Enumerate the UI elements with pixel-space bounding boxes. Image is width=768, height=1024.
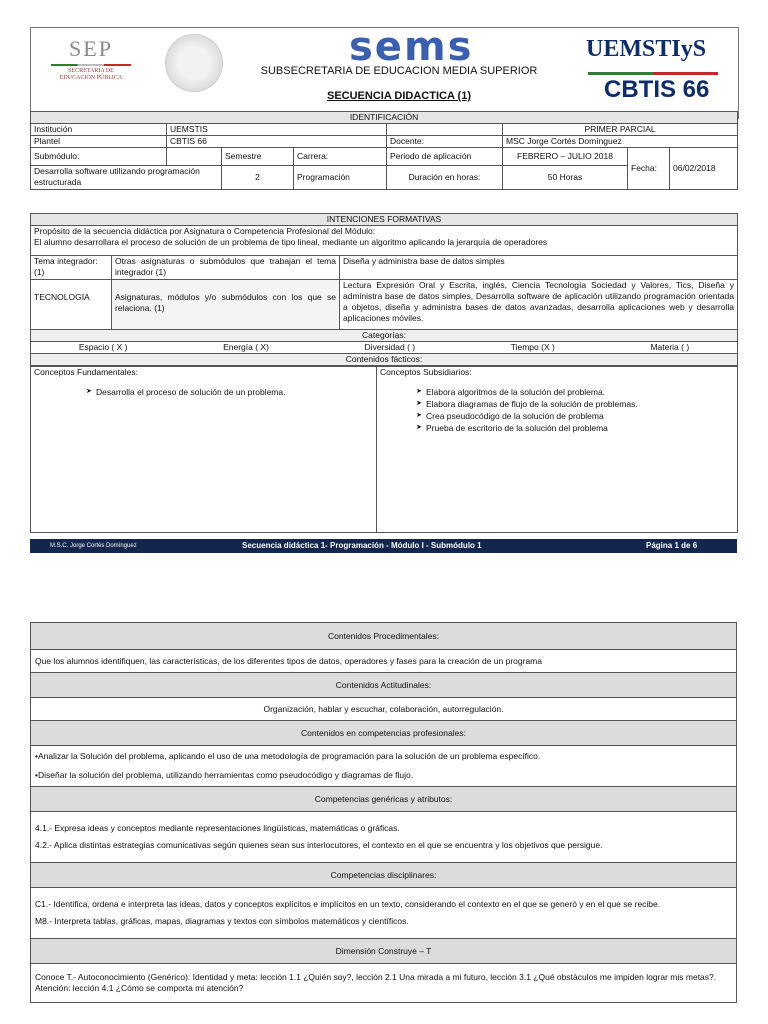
intenciones-section: [30, 213, 737, 533]
disciplinares-label: Competencias disciplinares:: [31, 863, 737, 888]
footer-page-total: 6: [692, 541, 698, 550]
proposito-value: El alumno desarrollara el proceso de solución de un problema de tipo lineal, mediante un algoritmo aplicando la jerarquía de operadores: [34, 237, 548, 247]
identificacion-section: [30, 111, 737, 190]
duracion-value: 50 Horas: [503, 166, 628, 190]
categoria-item: Diversidad ( ): [364, 342, 416, 352]
otras-asignaturas-value: Diseña y administra base de datos simples: [340, 256, 738, 280]
categorias-label: Categorías:: [31, 330, 738, 342]
sep-logo-sub2: EDUCACIÓN PÚBLICA: [59, 75, 123, 81]
footer-page-num: 1: [674, 541, 679, 550]
semestre-label: Semestre: [222, 148, 294, 166]
parcial-value: PRIMER PARCIAL: [503, 124, 738, 136]
page2-section: [30, 622, 737, 1003]
dimension-value: Conoce T.- Autoconocimiento (Genérico): Identidad y meta: lección 1.1 ¿Quién soy?, lección 2.1 Una mirada a mi futuro, lección 3.1 ¿Qué obstáculos me impiden lograr mis metas?. Atención: lección 4.1 ¿Cómo se comporta mi atención?: [31, 964, 737, 1003]
semestre-value: 2: [222, 166, 294, 190]
genericas-label: Competencias genéricas y atributos:: [31, 787, 737, 812]
otras-asignaturas-label: Otras asignaturas o submódulos que trabajan el tema integrador (1): [112, 256, 340, 280]
categorias-row: [31, 342, 738, 354]
disciplinar-item: C1.- Identifica, ordena e interpreta las ideas, datos y conceptos explícitos e implícitos en un texto, considerando el contexto en el que se generó y en el que se recibe.: [35, 899, 661, 909]
asignaturas-value: Lectura Expresión Oral y Escrita, inglés, Ciencia Tecnología Sociedad y Valores, Tics, Diseña y administra base de datos simples, Desarrolla software de aplicación utilizando programación orientada a objetos, diseña y administra bases de datos avanzadas, desarrolla aplicaciones web y desarrolla aplicaciones móviles.: [340, 280, 738, 330]
asignaturas-label: Asignaturas, módulos y/o submódulos con los que se relaciona. (1): [112, 280, 340, 330]
subsidiario-item: ➤ Elabora algoritmos de la solución del problema.: [416, 386, 734, 398]
page-footer: [30, 539, 737, 553]
identificacion-title: IDENTIFICACIÓN: [31, 112, 738, 124]
generica-item: 4.1.- Expresa ideas y conceptos mediante representaciones lingüísticas, matemáticas o gráficas.: [35, 823, 400, 833]
cbtis-logo: CBTIS 66: [604, 76, 710, 103]
categoria-item: Tiempo (X ): [510, 342, 555, 352]
footer-title: Secuencia didáctica 1- Programación - Módulo I - Submódulo 1: [242, 541, 482, 550]
docente-label: Docente:: [387, 136, 503, 148]
profesional-item: • Analizar la Solución del problema, aplicando el uso de una metodología de programación para la solución de un problema específico.: [35, 751, 732, 762]
institucion-label: Institución: [31, 124, 167, 136]
footer-page-mid: de: [678, 541, 693, 550]
dimension-label: Dimensión Construye – T: [31, 939, 737, 964]
procedimentales-value: Que los alumnos identifiquen, las características, de los diferentes tipos de datos, operadores y fases para la creación de un programa: [31, 650, 737, 673]
fecha-value: 06/02/2018: [670, 148, 738, 190]
categoria-item: Materia ( ): [650, 342, 690, 352]
footer-page: [646, 539, 697, 553]
periodo-value: FEBRERO – JULIO 2018: [503, 148, 628, 166]
footer-author: M.S.C. Jorge Cortés Domínguez: [50, 543, 137, 549]
intenciones-title: INTENCIONES FORMATIVAS: [31, 214, 738, 226]
sep-logo-text: SEP: [69, 36, 113, 61]
categoria-item: Espacio ( X ): [78, 342, 128, 352]
plantel-value: CBTIS 66: [167, 136, 387, 148]
sep-logo: [37, 36, 145, 88]
uemstys-logo: UEMSTIyS: [586, 36, 707, 62]
submodulo-value: Desarrolla software utilizando programación estructurada: [31, 166, 222, 190]
procedimentales-label: Contenidos Procedimentales:: [31, 623, 737, 650]
sems-logo: sems: [349, 24, 474, 70]
subsidiario-item: ➤ Prueba de escritorio de la solución del problema: [416, 422, 734, 434]
conceptos-subsidiarios-cell: [377, 367, 738, 533]
actitudinales-value: Organización, hablar y escuchar, colaboración, autorregulación.: [31, 698, 737, 721]
docente-value: MSC Jorge Cortés Domínguez: [503, 136, 738, 148]
proposito-label: Propósito de la secuencia didáctica por Asignatura o Competencia Profesional del Módulo:: [34, 226, 376, 236]
carrera-value: Programación: [294, 166, 387, 190]
sep-logo-bar: [51, 64, 131, 66]
submodulo-label: Submódulo:: [31, 148, 167, 166]
subsidiario-item: ➤ Elabora diagramas de flujo de la solución de problemas.: [416, 398, 734, 410]
national-seal-icon: [165, 34, 223, 92]
uemstys-logo-bar: [588, 72, 718, 75]
periodo-label: Periodo de aplicación: [387, 148, 503, 166]
duracion-label: Duración en horas:: [387, 166, 503, 190]
facticos-label: Contenidos fácticos:: [31, 354, 738, 366]
profesional-item: • Diseñar la solución del problema, utilizando herramientas como pseudocódigo y diagramas de flujo.: [35, 770, 732, 781]
document-header: [30, 24, 739, 119]
carrera-label: Carrera:: [294, 148, 387, 166]
actitudinales-label: Contenidos Actitudinales:: [31, 673, 737, 698]
fundamental-item: ➤ Desarrolla el proceso de solución de un problema.: [86, 386, 373, 398]
subsidiario-item: ➤ Crea pseudocódigo de la solución de problema: [416, 410, 734, 422]
categorias-list: [31, 342, 737, 353]
document-title: SECUENCIA DIDACTICA (1): [326, 90, 472, 102]
fecha-label: Fecha:: [628, 148, 670, 190]
tema-value: TECNOLOGIA: [31, 280, 112, 330]
categoria-item: Energía ( X): [223, 342, 269, 352]
subsidiarios-label: Conceptos Subsidiarios:: [380, 367, 472, 377]
disciplinar-item: M8.- Interpreta tablas, gráficas, mapas, diagramas y textos con símbolos matemáticos y científicos.: [35, 916, 409, 926]
profesionales-label: Contenidos en competencias profesionales:: [31, 721, 737, 746]
conceptos-fundamentales-cell: [31, 367, 377, 533]
generica-item: 4.2.- Aplica distintas estrategias comunicativas según quienes sean sus interlocutores, el contexto en el que se encuentra y los objetivos que persigue.: [35, 840, 603, 850]
institucion-value: UEMSTIS: [167, 124, 387, 136]
tema-label: Tema integrador:(1): [31, 256, 112, 280]
fundamentales-label: Conceptos Fundamentales:: [34, 367, 138, 377]
subsecretaria-title: SUBSECRETARIA DE EDUCACION MEDIA SUPERIOR: [260, 65, 538, 77]
plantel-label: Plantel: [31, 136, 167, 148]
sep-logo-sub1: SECRETARÍA DE: [68, 68, 114, 74]
footer-page-prefix: Página: [646, 541, 675, 550]
